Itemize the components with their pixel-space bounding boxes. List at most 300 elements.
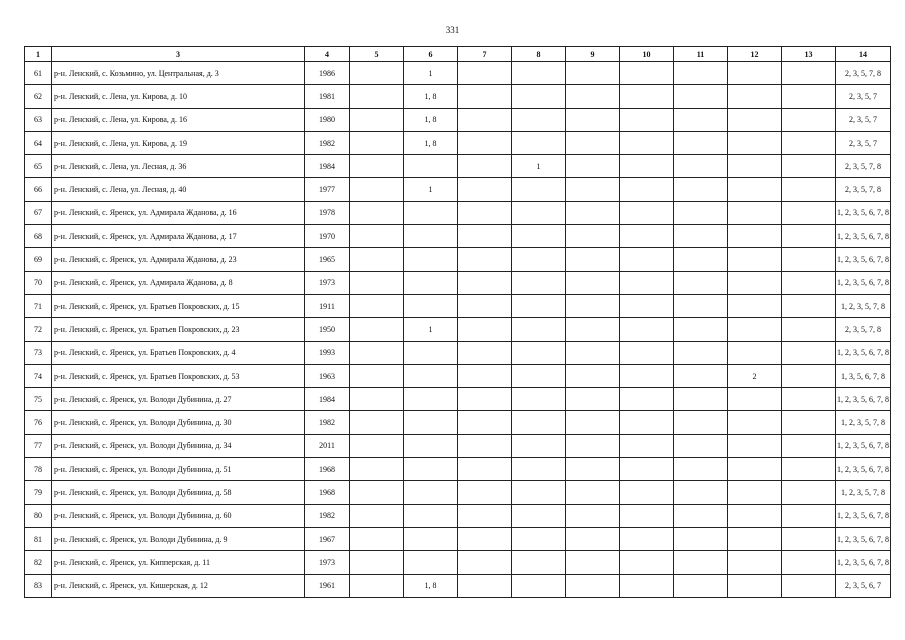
col6-cell [404, 411, 458, 434]
col11-cell [674, 458, 728, 481]
table-row [25, 225, 891, 248]
col10-cell [620, 248, 674, 271]
col12-cell [728, 271, 782, 294]
col11-cell [674, 271, 728, 294]
col14-cell: 1, 2, 3, 5, 7, 8 [836, 294, 891, 317]
row-number-cell: 62 [25, 85, 52, 108]
table-row [25, 411, 891, 434]
table-row [25, 458, 891, 481]
col12-cell [728, 504, 782, 527]
address-cell: р-н. Ленский, с. Яренск, ул. Володи Дубинина, д. 27 [52, 388, 305, 411]
col13-cell [782, 108, 836, 131]
col5-cell [350, 62, 404, 85]
year-cell: 1986 [305, 62, 350, 85]
col6-cell [404, 294, 458, 317]
col13-cell [782, 388, 836, 411]
year-cell: 1963 [305, 364, 350, 387]
col8-cell [512, 481, 566, 504]
col12-cell [728, 131, 782, 154]
col9-cell [566, 131, 620, 154]
year-cell: 1980 [305, 108, 350, 131]
col11-cell [674, 551, 728, 574]
col7-cell [458, 341, 512, 364]
col9-cell [566, 364, 620, 387]
address-cell: р-н. Ленский, с. Яренск, ул. Адмирала Жданова, д. 16 [52, 201, 305, 224]
col11-cell [674, 388, 728, 411]
row-number-cell: 68 [25, 225, 52, 248]
col13-cell [782, 178, 836, 201]
col10-cell [620, 318, 674, 341]
address-cell: р-н. Ленский, с. Яренск, ул. Володи Дубинина, д. 9 [52, 527, 305, 550]
year-cell: 1993 [305, 341, 350, 364]
table-row [25, 388, 891, 411]
col13-cell [782, 155, 836, 178]
year-cell: 1961 [305, 574, 350, 597]
address-cell: р-н. Ленский, с. Лена, ул. Кирова, д. 10 [52, 85, 305, 108]
col10-cell [620, 271, 674, 294]
col6-cell [404, 458, 458, 481]
col14-cell: 1, 2, 3, 5, 7, 8 [836, 481, 891, 504]
col8-cell [512, 178, 566, 201]
col7-cell [458, 225, 512, 248]
col7-cell [458, 248, 512, 271]
col14-cell: 1, 2, 3, 5, 6, 7, 8 [836, 225, 891, 248]
col9-cell [566, 458, 620, 481]
col7-cell [458, 434, 512, 457]
col12-cell [728, 388, 782, 411]
col8-cell [512, 271, 566, 294]
col9-cell [566, 504, 620, 527]
col13-cell [782, 131, 836, 154]
address-cell: р-н. Ленский, с. Яренск, ул. Братьев Покровских, д. 15 [52, 294, 305, 317]
table-row [25, 434, 891, 457]
col14-cell: 1, 2, 3, 5, 6, 7, 8 [836, 271, 891, 294]
col8-cell [512, 341, 566, 364]
table-row [25, 178, 891, 201]
year-cell: 1977 [305, 178, 350, 201]
col5-cell [350, 318, 404, 341]
row-number-cell: 69 [25, 248, 52, 271]
address-cell: р-н. Ленский, с. Яренск, ул. Адмирала Жданова, д. 17 [52, 225, 305, 248]
col13-cell [782, 294, 836, 317]
col7-cell [458, 411, 512, 434]
table-row [25, 131, 891, 154]
col12-cell [728, 108, 782, 131]
col8-cell [512, 527, 566, 550]
col5-cell [350, 364, 404, 387]
table-row [25, 527, 891, 550]
col12-cell [728, 294, 782, 317]
col11-cell [674, 574, 728, 597]
table-row [25, 155, 891, 178]
row-number-cell: 71 [25, 294, 52, 317]
col10-cell [620, 294, 674, 317]
col8-cell [512, 504, 566, 527]
col14-cell: 1, 2, 3, 5, 6, 7, 8 [836, 388, 891, 411]
col5-cell [350, 201, 404, 224]
table-row [25, 271, 891, 294]
year-cell: 1970 [305, 225, 350, 248]
col8-cell [512, 318, 566, 341]
col5-cell [350, 108, 404, 131]
col7-cell [458, 504, 512, 527]
col12-cell [728, 155, 782, 178]
col11-cell [674, 131, 728, 154]
col5-cell [350, 458, 404, 481]
col8-cell: 1 [512, 155, 566, 178]
col9-cell [566, 551, 620, 574]
col12-cell [728, 318, 782, 341]
table-row [25, 318, 891, 341]
col5-cell [350, 248, 404, 271]
column-header: 6 [404, 47, 458, 62]
column-header: 10 [620, 47, 674, 62]
col11-cell [674, 411, 728, 434]
col5-cell [350, 294, 404, 317]
col13-cell [782, 434, 836, 457]
address-cell: р-н. Ленский, с. Яренск, ул. Володи Дубинина, д. 34 [52, 434, 305, 457]
col10-cell [620, 527, 674, 550]
col11-cell [674, 504, 728, 527]
col7-cell [458, 551, 512, 574]
table-row [25, 504, 891, 527]
address-cell: р-н. Ленский, с. Яренск, ул. Братьев Покровских, д. 4 [52, 341, 305, 364]
col13-cell [782, 201, 836, 224]
table-row [25, 248, 891, 271]
col7-cell [458, 201, 512, 224]
col12-cell [728, 481, 782, 504]
address-cell: р-н. Ленский, с. Яренск, ул. Кишерская, д. 12 [52, 574, 305, 597]
col13-cell [782, 271, 836, 294]
row-number-cell: 81 [25, 527, 52, 550]
col10-cell [620, 108, 674, 131]
col9-cell [566, 178, 620, 201]
col13-cell [782, 85, 836, 108]
col14-cell: 2, 3, 5, 7, 8 [836, 62, 891, 85]
col12-cell [728, 201, 782, 224]
col5-cell [350, 271, 404, 294]
col7-cell [458, 155, 512, 178]
row-number-cell: 75 [25, 388, 52, 411]
col12-cell: 2 [728, 364, 782, 387]
col5-cell [350, 434, 404, 457]
col6-cell [404, 434, 458, 457]
col5-cell [350, 225, 404, 248]
col10-cell [620, 155, 674, 178]
col12-cell [728, 527, 782, 550]
row-number-cell: 77 [25, 434, 52, 457]
col9-cell [566, 225, 620, 248]
col6-cell: 1, 8 [404, 108, 458, 131]
col8-cell [512, 248, 566, 271]
table-row [25, 108, 891, 131]
col9-cell [566, 271, 620, 294]
col8-cell [512, 108, 566, 131]
col10-cell [620, 551, 674, 574]
col11-cell [674, 225, 728, 248]
year-cell: 1981 [305, 85, 350, 108]
row-number-cell: 61 [25, 62, 52, 85]
col7-cell [458, 318, 512, 341]
col10-cell [620, 131, 674, 154]
address-cell: р-н. Ленский, с. Яренск, ул. Володи Дубинина, д. 30 [52, 411, 305, 434]
col9-cell [566, 294, 620, 317]
table-header-row [25, 47, 891, 62]
year-cell: 1984 [305, 388, 350, 411]
col7-cell [458, 271, 512, 294]
year-cell: 1973 [305, 271, 350, 294]
col7-cell [458, 85, 512, 108]
col6-cell [404, 481, 458, 504]
row-number-cell: 67 [25, 201, 52, 224]
col11-cell [674, 364, 728, 387]
col8-cell [512, 131, 566, 154]
col13-cell [782, 458, 836, 481]
year-cell: 1950 [305, 318, 350, 341]
col12-cell [728, 458, 782, 481]
col14-cell: 2, 3, 5, 7, 8 [836, 178, 891, 201]
col5-cell [350, 178, 404, 201]
col9-cell [566, 341, 620, 364]
col6-cell [404, 248, 458, 271]
col10-cell [620, 434, 674, 457]
col8-cell [512, 364, 566, 387]
year-cell: 1911 [305, 294, 350, 317]
year-cell: 1973 [305, 551, 350, 574]
col7-cell [458, 364, 512, 387]
col11-cell [674, 178, 728, 201]
table-row [25, 85, 891, 108]
address-cell: р-н. Ленский, с. Яренск, ул. Адмирала Жданова, д. 23 [52, 248, 305, 271]
address-cell: р-н. Ленский, с. Яренск, ул. Володи Дубинина, д. 58 [52, 481, 305, 504]
col11-cell [674, 62, 728, 85]
col5-cell [350, 481, 404, 504]
col12-cell [728, 225, 782, 248]
address-cell: р-н. Ленский, с. Лена, ул. Кирова, д. 19 [52, 131, 305, 154]
column-header: 14 [836, 47, 891, 62]
col7-cell [458, 108, 512, 131]
col10-cell [620, 201, 674, 224]
col10-cell [620, 178, 674, 201]
col11-cell [674, 434, 728, 457]
col14-cell: 1, 2, 3, 5, 7, 8 [836, 411, 891, 434]
row-number-cell: 63 [25, 108, 52, 131]
column-header: 8 [512, 47, 566, 62]
table-row [25, 294, 891, 317]
col9-cell [566, 411, 620, 434]
col6-cell [404, 364, 458, 387]
col11-cell [674, 341, 728, 364]
col6-cell [404, 201, 458, 224]
col7-cell [458, 527, 512, 550]
col14-cell: 2, 3, 5, 7, 8 [836, 155, 891, 178]
col13-cell [782, 341, 836, 364]
col14-cell: 2, 3, 5, 7 [836, 108, 891, 131]
table-row [25, 62, 891, 85]
table-row [25, 201, 891, 224]
col13-cell [782, 248, 836, 271]
col14-cell: 1, 2, 3, 5, 6, 7, 8 [836, 527, 891, 550]
col13-cell [782, 481, 836, 504]
col7-cell [458, 481, 512, 504]
address-cell: р-н. Ленский, с. Лена, ул. Лесная, д. 36 [52, 155, 305, 178]
col5-cell [350, 411, 404, 434]
table-row [25, 551, 891, 574]
col7-cell [458, 131, 512, 154]
row-number-cell: 73 [25, 341, 52, 364]
col6-cell: 1 [404, 178, 458, 201]
col10-cell [620, 458, 674, 481]
row-number-cell: 64 [25, 131, 52, 154]
row-number-cell: 70 [25, 271, 52, 294]
col14-cell: 1, 2, 3, 5, 6, 7, 8 [836, 504, 891, 527]
col11-cell [674, 201, 728, 224]
row-number-cell: 66 [25, 178, 52, 201]
col13-cell [782, 62, 836, 85]
col8-cell [512, 201, 566, 224]
col9-cell [566, 527, 620, 550]
row-number-cell: 80 [25, 504, 52, 527]
col9-cell [566, 481, 620, 504]
col9-cell [566, 434, 620, 457]
col13-cell [782, 364, 836, 387]
col11-cell [674, 294, 728, 317]
col12-cell [728, 411, 782, 434]
col7-cell [458, 574, 512, 597]
col13-cell [782, 504, 836, 527]
row-number-cell: 79 [25, 481, 52, 504]
col6-cell [404, 341, 458, 364]
row-number-cell: 82 [25, 551, 52, 574]
col12-cell [728, 62, 782, 85]
column-header: 4 [305, 47, 350, 62]
col6-cell [404, 225, 458, 248]
col7-cell [458, 294, 512, 317]
address-cell: р-н. Ленский, с. Яренск, ул. Володи Дубинина, д. 60 [52, 504, 305, 527]
row-number-cell: 83 [25, 574, 52, 597]
col6-cell: 1, 8 [404, 574, 458, 597]
col5-cell [350, 131, 404, 154]
col5-cell [350, 551, 404, 574]
col7-cell [458, 388, 512, 411]
col13-cell [782, 318, 836, 341]
col6-cell: 1, 8 [404, 131, 458, 154]
address-cell: р-н. Ленский, с. Лена, ул. Кирова, д. 16 [52, 108, 305, 131]
col12-cell [728, 551, 782, 574]
year-cell: 1982 [305, 411, 350, 434]
col12-cell [728, 248, 782, 271]
table-row [25, 341, 891, 364]
col11-cell [674, 481, 728, 504]
col6-cell [404, 155, 458, 178]
col6-cell [404, 551, 458, 574]
col13-cell [782, 411, 836, 434]
year-cell: 1968 [305, 458, 350, 481]
col14-cell: 2, 3, 5, 7, 8 [836, 318, 891, 341]
col14-cell: 1, 2, 3, 5, 6, 7, 8 [836, 341, 891, 364]
year-cell: 1984 [305, 155, 350, 178]
col8-cell [512, 551, 566, 574]
col11-cell [674, 248, 728, 271]
year-cell: 1965 [305, 248, 350, 271]
col7-cell [458, 458, 512, 481]
col5-cell [350, 388, 404, 411]
col9-cell [566, 201, 620, 224]
col9-cell [566, 108, 620, 131]
col10-cell [620, 574, 674, 597]
col9-cell [566, 248, 620, 271]
col5-cell [350, 574, 404, 597]
row-number-cell: 76 [25, 411, 52, 434]
col5-cell [350, 504, 404, 527]
col10-cell [620, 504, 674, 527]
col10-cell [620, 341, 674, 364]
address-cell: р-н. Ленский, с. Козьмино, ул. Центральная, д. 3 [52, 62, 305, 85]
col12-cell [728, 341, 782, 364]
table-row [25, 574, 891, 597]
column-header: 3 [52, 47, 305, 62]
row-number-cell: 65 [25, 155, 52, 178]
col5-cell [350, 527, 404, 550]
column-header: 7 [458, 47, 512, 62]
table-body [25, 62, 891, 598]
col9-cell [566, 388, 620, 411]
year-cell: 1967 [305, 527, 350, 550]
col11-cell [674, 108, 728, 131]
year-cell: 1978 [305, 201, 350, 224]
row-number-cell: 74 [25, 364, 52, 387]
col14-cell: 1, 2, 3, 5, 6, 7, 8 [836, 201, 891, 224]
address-cell: р-н. Ленский, с. Яренск, ул. Братьев Покровских, д. 53 [52, 364, 305, 387]
col6-cell: 1 [404, 62, 458, 85]
col11-cell [674, 527, 728, 550]
col10-cell [620, 388, 674, 411]
col14-cell: 1, 2, 3, 5, 6, 7, 8 [836, 551, 891, 574]
col14-cell: 2, 3, 5, 6, 7 [836, 574, 891, 597]
address-cell: р-н. Ленский, с. Яренск, ул. Володи Дубинина, д. 51 [52, 458, 305, 481]
column-header: 9 [566, 47, 620, 62]
col8-cell [512, 225, 566, 248]
col12-cell [728, 434, 782, 457]
year-cell: 1968 [305, 481, 350, 504]
col8-cell [512, 294, 566, 317]
col10-cell [620, 62, 674, 85]
col9-cell [566, 155, 620, 178]
year-cell: 1982 [305, 131, 350, 154]
col12-cell [728, 178, 782, 201]
column-header: 13 [782, 47, 836, 62]
year-cell: 1982 [305, 504, 350, 527]
col7-cell [458, 178, 512, 201]
col6-cell: 1 [404, 318, 458, 341]
col6-cell [404, 271, 458, 294]
data-table [24, 46, 891, 598]
table-row [25, 481, 891, 504]
col10-cell [620, 481, 674, 504]
col6-cell [404, 504, 458, 527]
col12-cell [728, 85, 782, 108]
col14-cell: 1, 2, 3, 5, 6, 7, 8 [836, 434, 891, 457]
col5-cell [350, 155, 404, 178]
col11-cell [674, 85, 728, 108]
address-cell: р-н. Ленский, с. Лена, ул. Лесная, д. 40 [52, 178, 305, 201]
col14-cell: 1, 2, 3, 5, 6, 7, 8 [836, 458, 891, 481]
col5-cell [350, 85, 404, 108]
column-header: 11 [674, 47, 728, 62]
col13-cell [782, 527, 836, 550]
column-header: 1 [25, 47, 52, 62]
col8-cell [512, 62, 566, 85]
